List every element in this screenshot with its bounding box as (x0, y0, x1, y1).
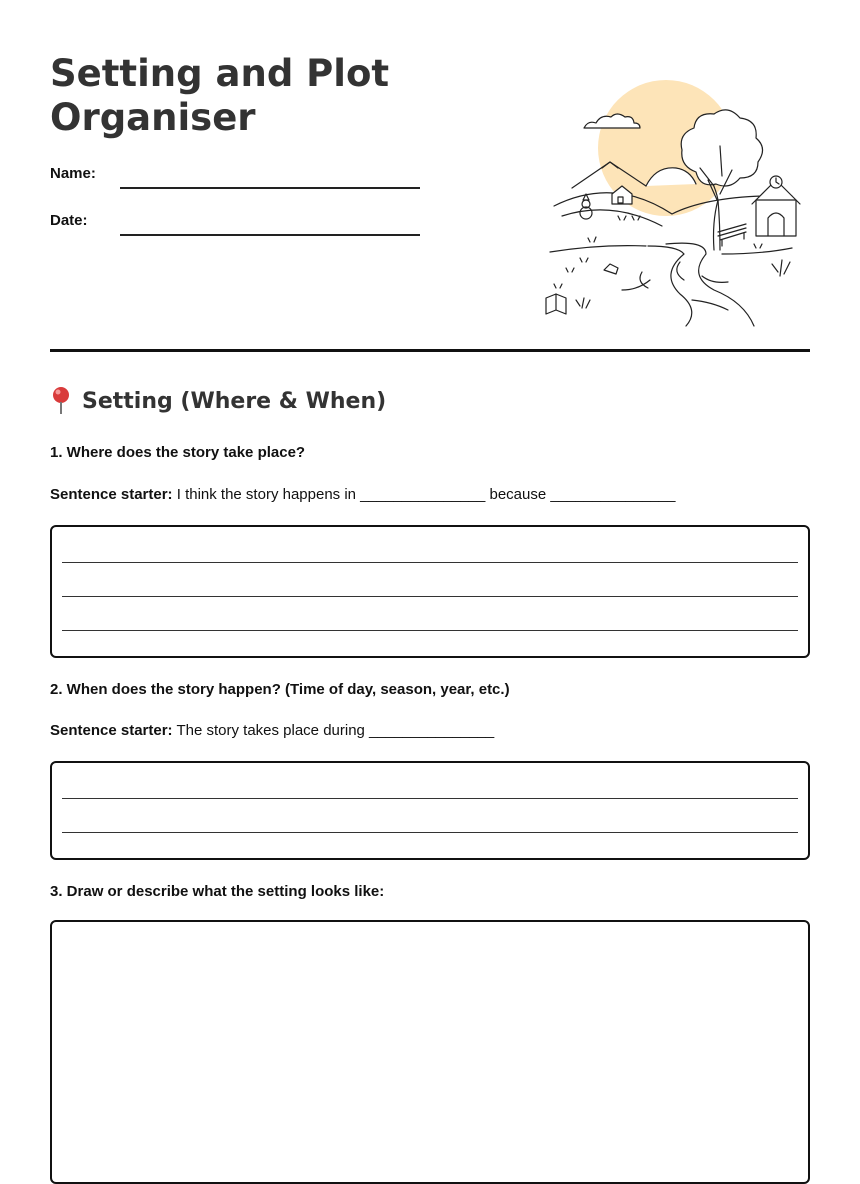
starter-text: The story takes place during _______________ (172, 722, 495, 739)
sentence-starter-2 (50, 722, 494, 739)
name-label: Name: (50, 165, 96, 182)
page-title: Setting and Plot Organiser (50, 52, 390, 139)
writing-line (62, 798, 798, 799)
answer-box-2[interactable] (50, 761, 810, 860)
answer-box-1[interactable] (50, 525, 810, 658)
name-field[interactable] (50, 165, 420, 195)
starter-label: Sentence starter: (50, 486, 173, 503)
sentence-starter-1 (50, 486, 676, 503)
question-2: 2. When does the story happen? (Time of day, season, year, etc.) (50, 681, 510, 698)
countryside-illustration (542, 76, 810, 328)
map-pin-icon (50, 386, 72, 416)
writing-line (62, 630, 798, 631)
date-input-line[interactable] (120, 234, 420, 236)
starter-label: Sentence starter: (50, 722, 173, 739)
drawing-box[interactable] (50, 920, 810, 1184)
writing-line (62, 562, 798, 563)
question-1: 1. Where does the story take place? (50, 444, 306, 461)
date-field[interactable] (50, 212, 420, 242)
writing-line (62, 596, 798, 597)
worksheet-page (50, 0, 810, 1161)
section-title: Setting (Where & When) (82, 388, 387, 414)
setting-section-heading (50, 386, 386, 416)
name-input-line[interactable] (120, 187, 420, 189)
writing-line (62, 832, 798, 833)
starter-text: I think the story happens in _______________ because _______________ (172, 486, 676, 503)
section-divider (50, 349, 810, 352)
date-label: Date: (50, 212, 88, 229)
question-3: 3. Draw or describe what the setting looks like: (50, 883, 385, 900)
